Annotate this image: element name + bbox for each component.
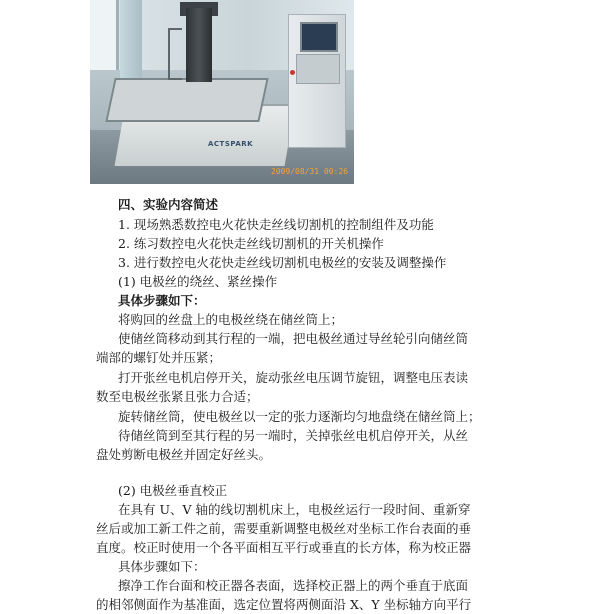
subsection-title: (1) 电极丝的绕丝、紧丝操作 xyxy=(118,274,278,289)
machine-logo: ACTSPARK xyxy=(208,140,254,148)
machine-column xyxy=(186,8,212,82)
subsection-title: (2) 电极丝垂直校正 xyxy=(118,483,228,498)
paragraph-line: 旋转储丝筒，使电极丝以一定的张力逐渐均匀地盘绕在储丝筒上； xyxy=(118,409,481,424)
steps-label: 具体步骤如下： xyxy=(118,293,206,308)
paragraph-line: 直度。校正时使用一个各平面相互平行或垂直的长方体，称为校正器 xyxy=(96,540,472,555)
list-item: 1. 现场熟悉数控电火花快走丝线切割机的控制组件及功能 xyxy=(118,217,434,232)
wire-frame xyxy=(168,28,182,80)
emergency-stop-knob xyxy=(290,70,295,75)
paragraph-line: 丝后或加工新工件之前，需要重新调整电极丝对坐标工作台表面的垂 xyxy=(96,521,472,536)
list-item: 2. 练习数控电火花快走丝线切割机的开关机操作 xyxy=(118,236,384,251)
section-title: 四、实验内容简述 xyxy=(118,197,219,212)
photo-date-stamp: 2009/08/31 00:26 xyxy=(270,167,348,176)
paragraph-line: 具体步骤如下： xyxy=(118,559,206,574)
paragraph-line: 将购回的丝盘上的电极丝绕在储丝筒上； xyxy=(118,312,344,327)
paragraph-line: 使储丝筒移动到其行程的一端，把电极丝通过导丝轮引向储丝筒 xyxy=(118,331,469,346)
list-item: 3. 进行数控电火花快走丝线切割机电极丝的安装及调整操作 xyxy=(118,255,447,270)
machine-worktable xyxy=(105,78,268,122)
paragraph-line: 擦净工作台面和校正器各表面，选择校正器上的两个垂直于底面 xyxy=(118,578,469,593)
paragraph-line: 打开张丝电机启停开关，旋动张丝电压调节旋钮，调整电压表读 xyxy=(118,370,469,385)
machine-photo xyxy=(90,0,354,184)
paragraph-line: 数至电极丝张紧且张力合适； xyxy=(96,389,259,404)
control-panel xyxy=(296,54,340,84)
paragraph-line: 的相邻侧面作为基准面，选定位置将两侧面沿 X、Y 坐标轴方向平行 xyxy=(96,597,472,612)
paragraph-line: 端部的螺钉处并压紧； xyxy=(96,350,222,365)
paragraph-line: 待储丝筒到至其行程的另一端时，关掉张丝电机启停开关，从丝 xyxy=(118,428,469,443)
photo-curtain xyxy=(120,0,142,80)
photo-window xyxy=(90,0,119,70)
control-screen xyxy=(300,22,338,52)
paragraph-line: 盘处剪断电极丝并固定好丝头。 xyxy=(96,447,272,462)
paragraph-line: 在具有 U、V 轴的线切割机床上，电极丝运行一段时间、重新穿 xyxy=(118,502,471,517)
